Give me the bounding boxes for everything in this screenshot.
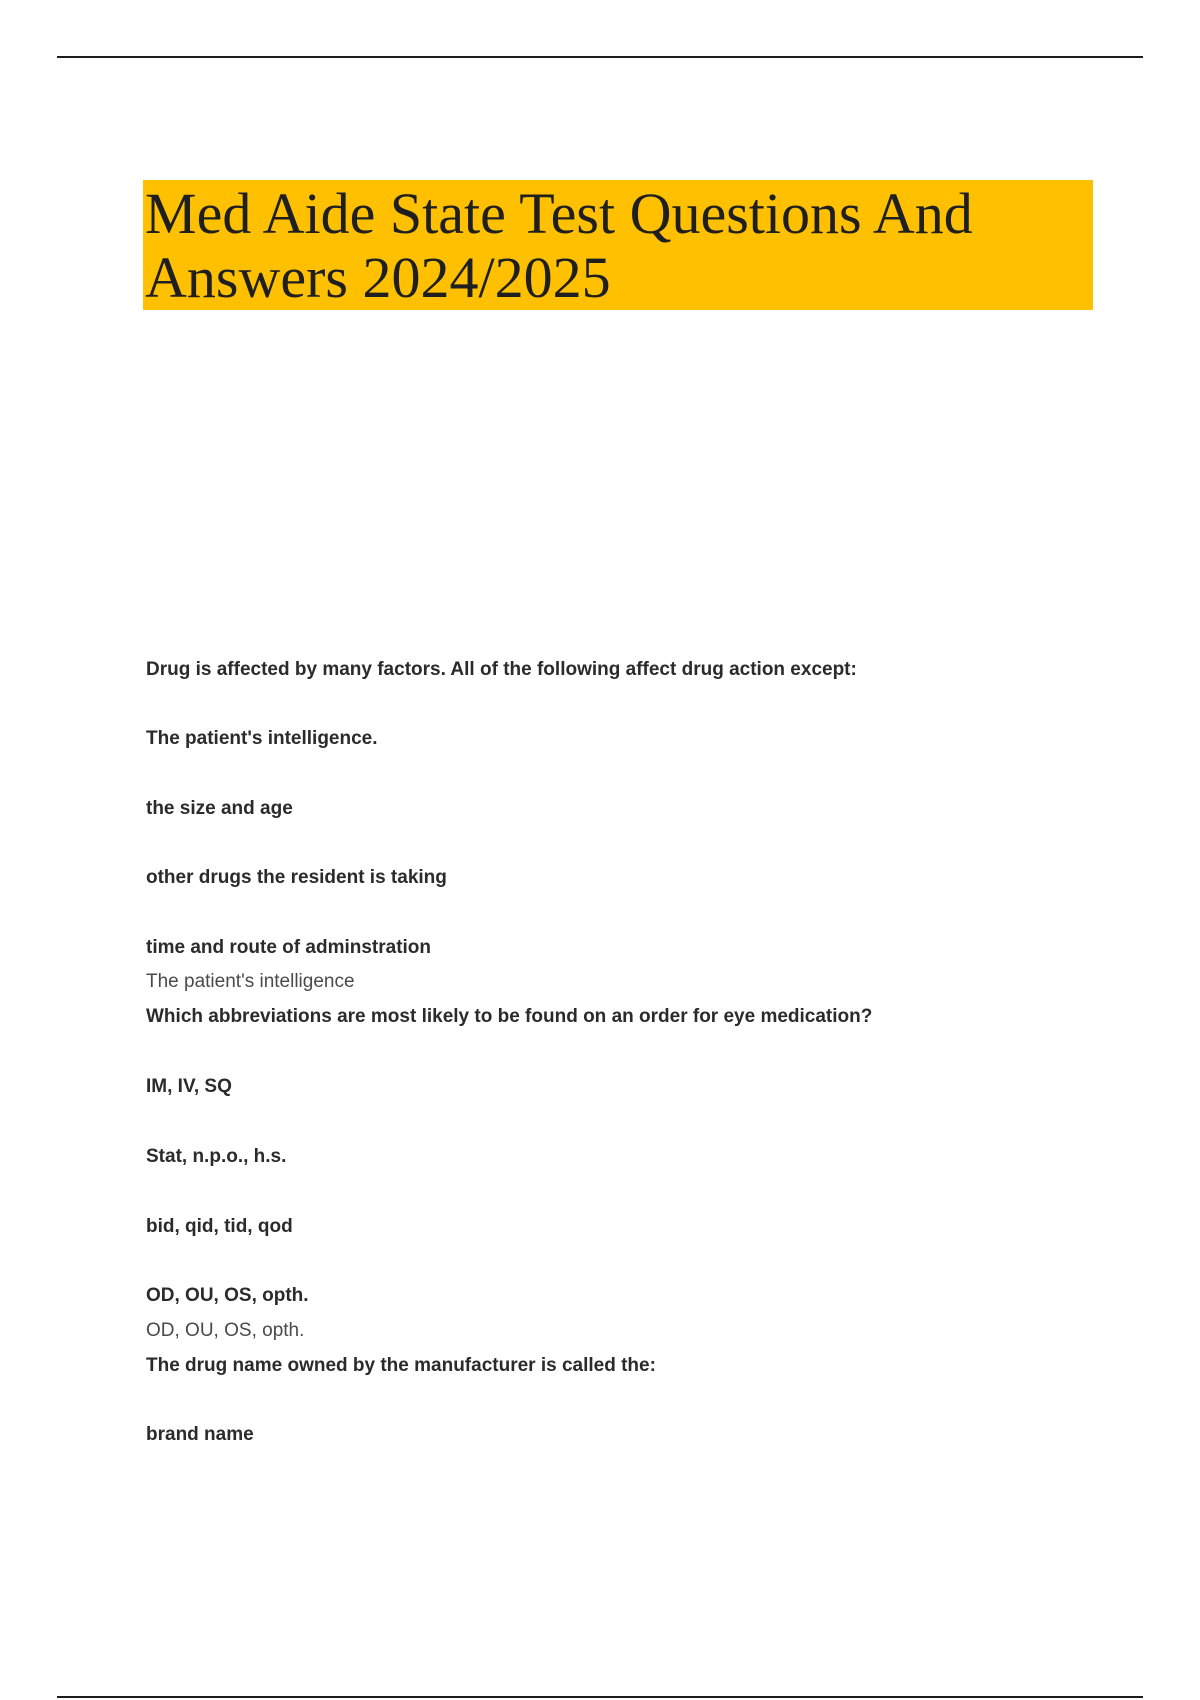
question-2-option-4: OD, OU, OS, opth. <box>146 1285 309 1306</box>
question-2-option-3: bid, qid, tid, qod <box>146 1216 293 1237</box>
question-2-answer: OD, OU, OS, opth. <box>146 1320 305 1341</box>
title-banner <box>143 180 1093 310</box>
question-2: Which abbreviations are most likely to be found on an order for eye medication? <box>146 1006 873 1027</box>
question-1-option-4: time and route of adminstration <box>146 937 432 958</box>
top-rule <box>57 56 1143 58</box>
bottom-rule <box>57 1696 1143 1698</box>
document-title: Med Aide State Test Questions And Answers 2024/2025 <box>145 181 973 310</box>
question-3: The drug name owned by the manufacturer is called the: <box>146 1355 656 1376</box>
question-2-option-2: Stat, n.p.o., h.s. <box>146 1146 287 1167</box>
question-1-option-2: the size and age <box>146 798 293 819</box>
question-3-option-1: brand name <box>146 1424 254 1445</box>
question-1-option-1: The patient's intelligence. <box>146 728 378 749</box>
question-1-answer: The patient's intelligence <box>146 971 355 992</box>
question-1: Drug is affected by many factors. All of the following affect drug action except: <box>146 659 857 680</box>
question-1-option-3: other drugs the resident is taking <box>146 867 447 888</box>
question-2-option-1: IM, IV, SQ <box>146 1076 232 1097</box>
